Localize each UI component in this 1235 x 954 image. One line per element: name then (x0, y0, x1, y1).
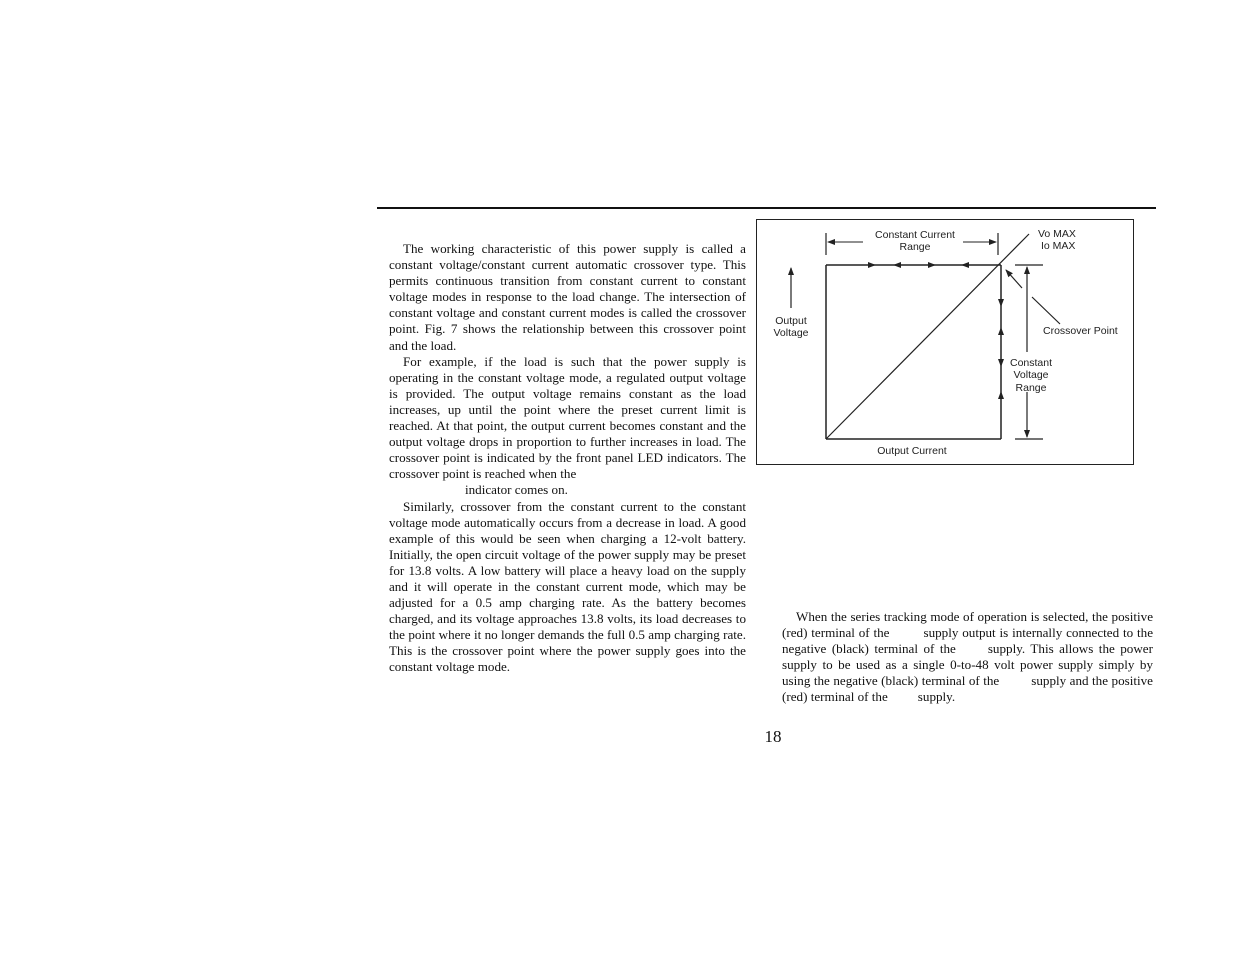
figure-crossover-diagram (756, 219, 1134, 465)
crossover-pointer-arrow (1006, 270, 1022, 288)
label-io-max: Io MAX (1041, 240, 1076, 252)
label-constant-voltage-3: Range (1015, 382, 1047, 394)
right-column (782, 609, 1153, 706)
page-number: 18 (764, 727, 782, 746)
paragraph-text: For example, if the load is such that the power supply is operating in the constant voltage mode, a regulated output voltage is provided. The output voltage remains constant as the load increases, up until the point where the preset current limit is reached. At that point, the output current becomes constant and the output voltage drops in proportion to further increases in load. The crossover point is indicated by the front panel LED indicators. The crossover point is reached when the (389, 353, 746, 482)
label-output-current: Output Current (877, 445, 947, 457)
paragraph-series-tracking (782, 609, 1153, 706)
label-output-voltage-2: Voltage (773, 327, 809, 339)
label-output-voltage-1: Output (775, 315, 807, 327)
paragraph-crossover-intro: The working characteristic of this power supply is called a constant voltage/constant current automatic crossover type. This permits continuous transition from constant current to constant voltage modes in response to the load change. The intersection of constant voltage and constant current modes is called the crossover point. Fig. 7 shows the relationship between this crossover point and the load. (389, 241, 746, 353)
label-constant-voltage-2: Voltage (1013, 369, 1049, 381)
paragraph-constant-voltage-example (389, 354, 746, 499)
label-constant-voltage-1: Constant (1009, 357, 1053, 369)
header-rule (377, 207, 1156, 209)
series-text-1: When the series tracking mode of operation is selected, the positive (red) terminal of the (782, 609, 1153, 641)
paragraph-battery-example: Similarly, crossover from the constant current to the constant voltage mode automatically occurs from a decrease in load. A good example of this would be seen when charging a 12-volt battery. Initially, the open circuit voltage of the power supply may be preset for 13.8 volts. A low battery will place a heavy load on the supply and it will operate in the constant current mode, which may be adjusted for a 0.5 amp charging rate. As the battery becomes charged, and its voltage approaches 13.8 volts, its load decreases to the point where it no longer demands the full 0.5 amp charging rate. This is the crossover point where the power supply goes into the constant voltage mode. (389, 498, 746, 675)
indicator-line: indicator comes on. (465, 482, 568, 498)
label-constant-current-2: Range (899, 241, 931, 253)
left-column (389, 241, 746, 676)
series-text-5: supply. (917, 689, 956, 705)
series-text-4: supply and the positive (red) terminal of the (782, 673, 1153, 705)
series-text-2: supply output is internally connected to the negative (black) terminal of the (782, 625, 1153, 657)
label-constant-current-1: Constant Current (875, 229, 955, 241)
label-crossover-point: Crossover Point (1043, 325, 1118, 337)
crossover-diagram (757, 220, 1135, 466)
label-vo-max: Vo MAX (1038, 228, 1076, 240)
crossover-leader-line (1032, 297, 1060, 324)
series-text-3: supply. This allows the power supply to be used as a single 0-to-48 volt power supply simply by using the negative (black) terminal of the (782, 641, 1153, 689)
